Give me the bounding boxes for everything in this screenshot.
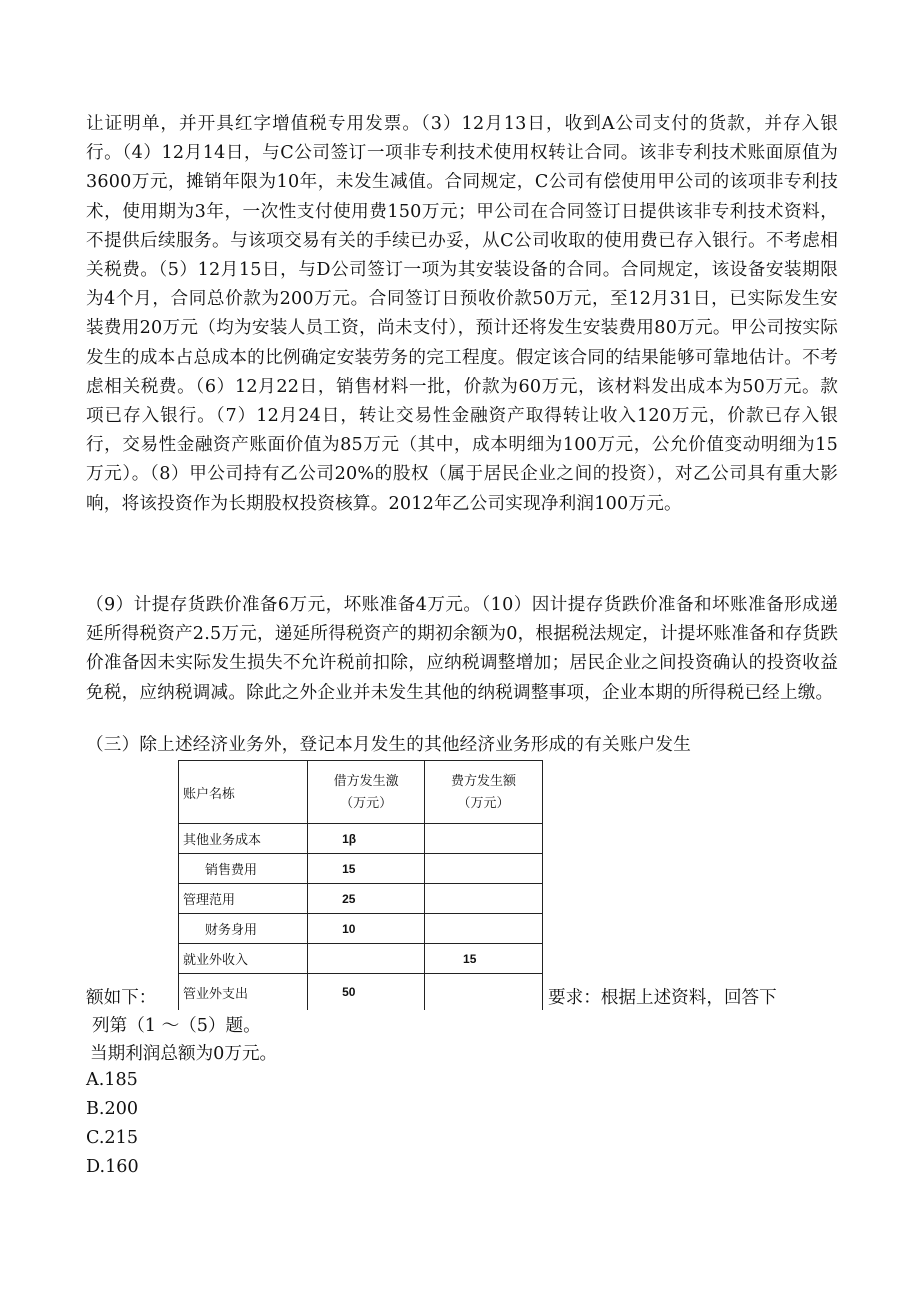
text-before-table: 额如下： — [86, 988, 157, 1008]
paragraph-other-business: （三）除上述经济业务外，登记本月发生的其他经济业务形成的有关账户发生 — [86, 735, 691, 755]
cell-debit: 50 — [308, 974, 425, 1011]
text-after-table: 要求：根据上述资料，回答下 — [548, 988, 777, 1008]
cell-account: 销售费用 — [179, 854, 308, 884]
header-credit-unit: （万元） — [457, 795, 510, 810]
cell-account: 管业外支出 — [179, 974, 308, 1011]
cell-credit — [425, 824, 543, 854]
cell-credit — [425, 974, 543, 1011]
table-row — [179, 944, 543, 974]
cell-account: 管理范用 — [179, 884, 308, 914]
table-row — [179, 854, 543, 884]
text-question-range: 列第（1 ～（5）题。 — [92, 1016, 261, 1036]
cell-account: 就业外收入 — [179, 944, 308, 974]
option-c[interactable]: C.215 — [86, 1128, 139, 1148]
question-stem: 当期利润总额为0万元。 — [90, 1044, 278, 1064]
cell-account: 财务身用 — [179, 914, 308, 944]
account-table — [178, 760, 543, 1010]
cell-debit: 10 — [308, 914, 425, 944]
header-account-name: 账户名栋 — [179, 761, 308, 824]
header-debit-unit: （万元） — [340, 795, 393, 810]
cell-credit: 15 — [425, 944, 543, 974]
cell-credit — [425, 854, 543, 884]
table-row — [179, 974, 543, 1011]
option-d[interactable]: D.160 — [86, 1157, 139, 1177]
table-row — [179, 914, 543, 944]
header-debit — [308, 761, 425, 824]
paragraph-provisions: （9）计提存货跌价准备6万元，坏账准备4万元。（10）因计提存货跌价准备和坏账准备形成递延所得税资产2.5万元，递延所得税资产的期初余额为0，根据税法规定，计提坏账准备和存货跌价准备因未实际发生损失不允许税前扣除，应纳税调整增加；居民企业之间投资确认的投资收益免税，应纳税调减。除此之外企业并未发生其他的纳税调整事项，企业本期的所得税已经上缴。 — [86, 595, 838, 703]
cell-account: 其他业务成本 — [179, 824, 308, 854]
cell-debit: 1β — [308, 824, 425, 854]
table-row — [179, 824, 543, 854]
table-row — [179, 884, 543, 914]
option-a[interactable]: A.185 — [86, 1070, 138, 1090]
option-b[interactable]: B.200 — [86, 1099, 139, 1119]
cell-credit — [425, 884, 543, 914]
cell-debit: 25 — [308, 884, 425, 914]
header-debit-line1: 借方发生激 — [333, 773, 399, 788]
header-credit — [425, 761, 543, 824]
table-header-row — [179, 761, 543, 824]
cell-credit — [425, 914, 543, 944]
paragraph-transactions: 让证明单，并开具红字增值税专用发票。（3）12月13日，收到A公司支付的货款，并存入银行。（4）12月14日，与C公司签订一项非专利技术使用权转让合同。该非专利技术账面原值为3600万元，摊销年限为10年，未发生减值。合同规定，C公司有偿使用甲公司的该项非专利技术，使用期为3年，一次性支付使用费150万元；甲公司在合同签订日提供该非专利技术资料，不提供后续服务。与该项交易有关的手续已办妥，从C公司收取的使用费已存入银行。不考虑相关税费。（5）12月15日，与D公司签订一项为其安装设备的合同。合同规定，该设备安装期限为4个月，合同总价款为200万元。合同签订日预收价款50万元，至12月31日，已实际发生安装费用20万元（均为安装人员工资，尚未支付），预计还将发生安装费用80万元。甲公司按实际发生的成本占总成本的比例确定安装劳务的完工程度。假定该合同的结果能够可靠地估计。不考虑相关税费。（6）12月22日，销售材料一批，价款为60万元，该材料发出成本为50万元。款项已存入银行。（7）12月24日，转让交易性金融资产取得转让收入120万元，价款已存入银行，交易性金融资产账面价值为85万元（其中，成本明细为100万元，公允价值变动明细为15万元）。（8）甲公司持有乙公司20%的股权（属于居民企业之间的投资），对乙公司具有重大影响，将该投资作为长期股权投资核算。2012年乙公司实现净利润100万元。 — [86, 114, 838, 514]
cell-debit: 15 — [308, 854, 425, 884]
cell-debit — [308, 944, 425, 974]
header-credit-line1: 费方发生额 — [451, 773, 517, 788]
